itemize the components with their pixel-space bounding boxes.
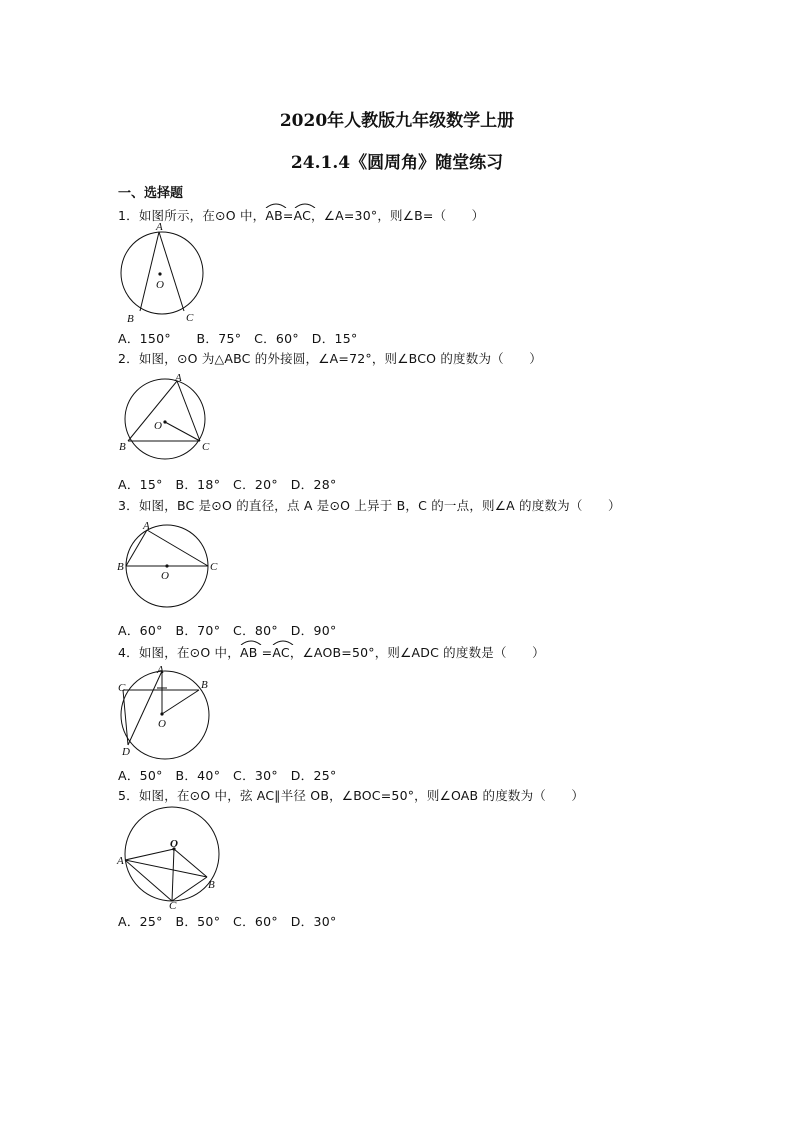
question-1-prefix: 1．如图所示，在⊙O 中， — [118, 208, 266, 223]
label-b: B — [208, 879, 215, 891]
circle-o — [121, 671, 209, 759]
label-o: O — [154, 420, 162, 432]
label-a: A — [143, 520, 150, 532]
label-a: A — [175, 372, 182, 384]
label-a: A — [117, 855, 124, 867]
label-b: B — [127, 313, 134, 325]
question-1-suffix: ，∠A=30°，则∠B=（ ） — [311, 208, 485, 223]
question-2-options: A．15° B．18° C．20° D．28° — [118, 477, 337, 492]
segment-ab — [140, 232, 159, 311]
document-title: 2020年人教版九年级数学上册 — [279, 111, 515, 131]
question-5-text: 5．如图，在⊙O 中，弦 AC∥半径 OB，∠BOC=50°，则∠OAB 的度数为（ ） — [118, 788, 585, 803]
label-c: C — [118, 682, 126, 694]
label-c: C — [210, 561, 218, 573]
segment-cd — [123, 690, 128, 745]
question-5-options: A．25° B．50° C．60° D．30° — [118, 914, 337, 929]
question-4-text — [118, 640, 545, 661]
question-4-eq: = — [257, 645, 273, 660]
label-a: A — [156, 221, 163, 233]
circle-o — [125, 379, 205, 459]
section-heading: 一、选择题 — [118, 186, 184, 201]
segment-oc — [165, 422, 200, 441]
question-5-figure — [114, 806, 222, 910]
radius-oc — [172, 849, 174, 901]
question-4-options: A．50° B．40° C．30° D．25° — [118, 768, 337, 783]
question-3-options: A．60° B．70° C．80° D．90° — [118, 623, 337, 638]
arc-ab: AB — [265, 203, 283, 223]
center-point — [165, 564, 168, 567]
center-point — [158, 272, 161, 275]
question-1-eq: = — [282, 208, 294, 223]
segment-ao — [125, 849, 174, 860]
question-4-prefix: 4．如图，在⊙O 中， — [118, 645, 240, 660]
label-o: O — [161, 570, 169, 582]
question-4-suffix: ，∠AOB=50°，则∠ADC 的度数是（ ） — [289, 645, 545, 660]
segment-ob — [162, 690, 199, 714]
document-subtitle: 24.1.4《圆周角》随堂练习 — [290, 153, 504, 173]
segment-ab — [126, 530, 147, 566]
arc-mark-icon — [294, 202, 316, 208]
label-c: C — [202, 441, 210, 453]
arc-mark-icon — [272, 639, 294, 645]
question-1-options: A．150° B．75° C．60° D．15° — [118, 331, 358, 346]
question-3-text: 3．如图，BC 是⊙O 的直径，点 A 是⊙O 上异于 B，C 的一点，则∠A 的度数为（ ） — [118, 498, 621, 513]
label-b: B — [201, 679, 208, 691]
question-1-figure — [112, 220, 212, 326]
label-o: O — [158, 718, 166, 730]
segment-ad — [128, 671, 162, 745]
segment-ab — [125, 860, 207, 877]
label-b: B — [119, 441, 126, 453]
segment-ac — [147, 530, 208, 566]
segment-ac — [177, 381, 200, 441]
center-point — [163, 420, 166, 423]
arc-ac: AC — [294, 203, 311, 223]
label-o: O — [156, 279, 164, 291]
label-b: B — [117, 561, 124, 573]
radius-ob — [174, 849, 207, 877]
question-2-figure — [113, 371, 213, 465]
label-o: O — [170, 838, 178, 850]
question-2-text: 2．如图，⊙O 为△ABC 的外接圆，∠A=72°，则∠BCO 的度数为（ ） — [118, 351, 542, 366]
question-4-figure — [113, 664, 217, 764]
arc-ab: AB — [240, 640, 258, 660]
circle-o — [121, 232, 203, 314]
arc-mark-icon — [240, 639, 262, 645]
arc-ac: AC — [272, 640, 289, 660]
label-c: C — [169, 900, 177, 910]
question-3-figure — [113, 519, 219, 611]
center-point — [160, 712, 163, 715]
circle-o — [125, 807, 219, 901]
label-c: C — [186, 312, 194, 324]
segment-ac — [159, 232, 184, 311]
label-d: D — [122, 746, 130, 758]
segment-ab — [128, 381, 177, 441]
label-a: A — [157, 664, 164, 676]
arc-mark-icon — [265, 202, 287, 208]
